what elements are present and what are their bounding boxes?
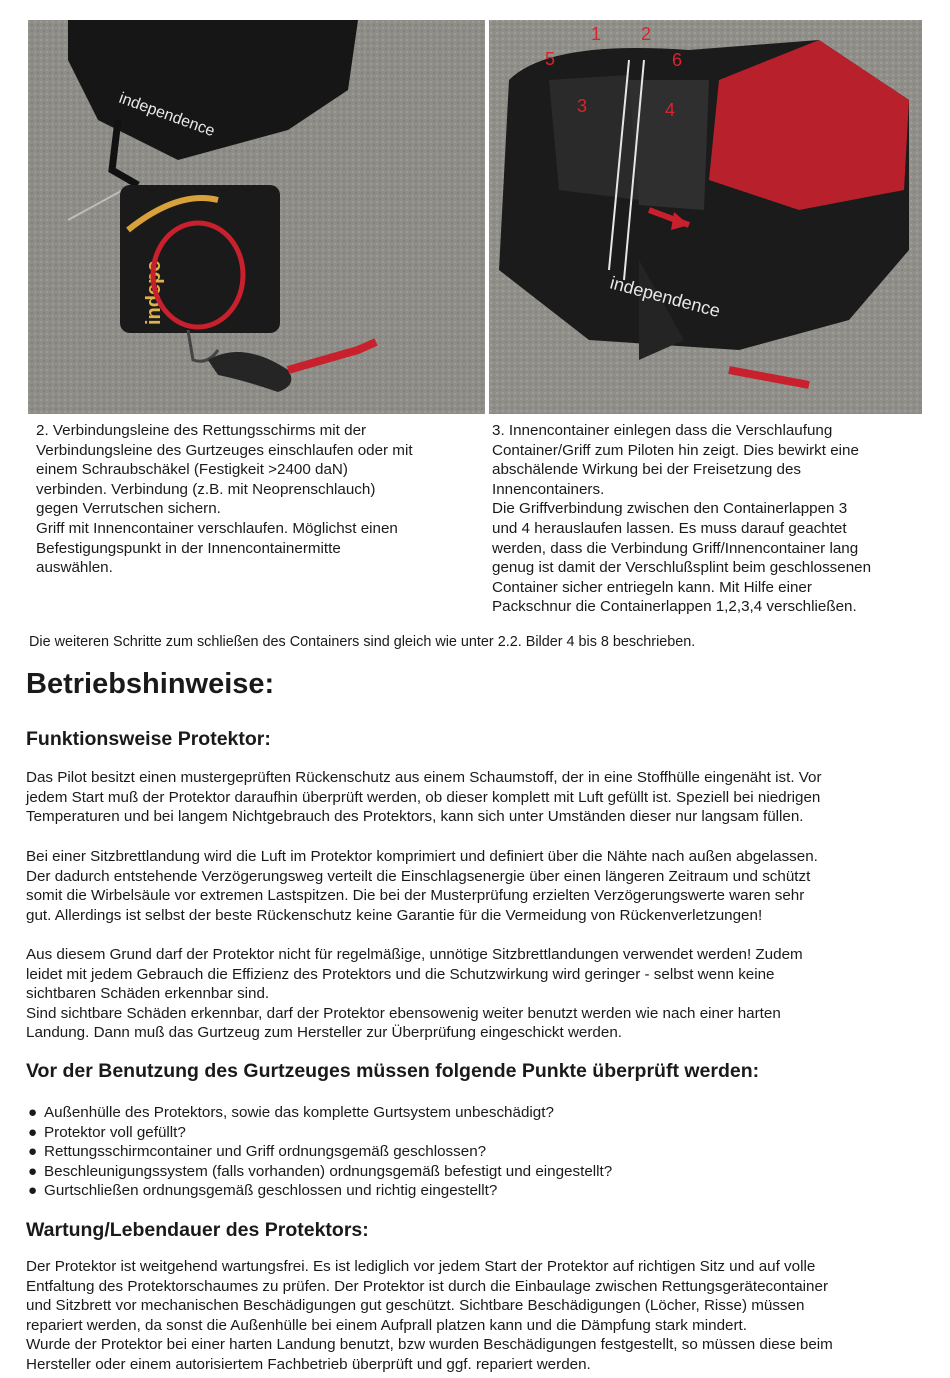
caption-line: Packschnur die Containerlappen 1,2,3,4 verschließen. bbox=[492, 598, 857, 616]
marker-3: 3 bbox=[577, 96, 588, 116]
text-line: Hersteller oder einem autorisiertem Fachbetrieb überprüft und ggf. repariert werden. bbox=[26, 1355, 591, 1373]
marker-1: 1 bbox=[591, 24, 602, 44]
paragraph-landing-effect bbox=[26, 847, 924, 925]
text-line: Der dadurch entstehende Verzögerungsweg verteilt die Einschlagsenergie über einen längeren Zeitraum und schützt bbox=[26, 867, 811, 885]
caption-line: 2. Verbindungsleine des Rettungsschirms mit der bbox=[36, 422, 367, 439]
text-line: Entfaltung des Protektorschaumes zu prüfen. Der Protektor ist durch die Einbaulage zwischen Rettungsgerätecontainer bbox=[26, 1277, 829, 1295]
caption-line: und 4 herauslaufen lassen. Es muss darauf geachtet bbox=[492, 519, 847, 537]
text-line: somit die Wirbelsäule vor extremen Lastspitzen. Die bei der Musterprüfung erzielten Verzögerungswerte waren sehr bbox=[26, 887, 805, 905]
text-line: Landung. Dann muß das Gurtzeug zum Hersteller zur Überprüfung eingeschickt werden. bbox=[26, 1024, 622, 1042]
bullet-icon: ● bbox=[28, 1162, 38, 1180]
marker-4: 4 bbox=[665, 100, 676, 120]
text-line: jedem Start muß der Protektor daraufhin überprüft werden, ob dieser komplett mit Luft gefüllt ist. Speziell bei niedrigen bbox=[26, 788, 821, 806]
caption-step-3 bbox=[492, 421, 932, 617]
caption-step-2 bbox=[36, 421, 466, 578]
bullet-icon: ● bbox=[28, 1123, 38, 1141]
marker-5: 5 bbox=[545, 49, 556, 69]
bullet-icon: ● bbox=[28, 1104, 38, 1121]
caption-line: abschälende Wirkung bei der Freisetzung des bbox=[492, 461, 801, 479]
caption-line: auswählen. bbox=[36, 559, 113, 577]
section-heading-funktion: Funktionsweise Protektor: bbox=[26, 728, 271, 750]
section-heading-maintenance: Wartung/Lebendauer des Protektors: bbox=[26, 1219, 369, 1241]
caption-line: Container/Griff zum Piloten hin zeigt. Dies bewirkt eine bbox=[492, 441, 859, 459]
caption-line: 3. Innencontainer einlegen dass die Verschlaufung bbox=[492, 422, 833, 439]
text-line: und Sitzbrett vor mechanischen Beschädigungen gut geschützt. Sichtbare Beschädigungen (Löcher, Risse) müssen bbox=[26, 1297, 805, 1315]
marker-2: 2 bbox=[641, 24, 652, 44]
text-line: Temperaturen und bei langem Nichtgebrauch des Protektors, kann sich unter Umständen dieser nur langsam füllen. bbox=[26, 808, 804, 826]
container-brand-text: indepe bbox=[143, 260, 165, 325]
list-item bbox=[28, 1123, 612, 1143]
list-item bbox=[28, 1103, 612, 1123]
text-line: Aus diesem Grund darf der Protektor nicht für regelmäßige, unnötige Sitzbrettlandungen verwendet werden! Zudem bbox=[26, 946, 803, 963]
page-title: Betriebshinweise: bbox=[26, 668, 275, 700]
list-item bbox=[28, 1142, 612, 1162]
list-item-text: Protektor voll gefüllt? bbox=[44, 1123, 186, 1141]
text-line: Wurde der Protektor bei einer harten Landung benutzt, bzw wurden Beschädigungen festgestellt, so müssen diese beim bbox=[26, 1336, 833, 1354]
list-item-text: Gurtschließen ordnungsgemäß geschlossen und richtig eingestellt? bbox=[44, 1182, 498, 1200]
text-line: sichtbaren Schäden erkennbar sind. bbox=[26, 985, 270, 1003]
text-line: leidet mit jedem Gebrauch die Effizienz des Protektors und die Schutzwirkung wird geringer - selbst wenn keine bbox=[26, 965, 775, 983]
caption-line: verbinden. Verbindung (z.B. mit Neoprenschlauch) bbox=[36, 480, 376, 498]
bullet-icon: ● bbox=[28, 1143, 38, 1161]
paragraph-maintenance bbox=[26, 1257, 924, 1375]
photo-inner-container-placement bbox=[489, 20, 922, 414]
text-line: gut. Allerdings ist selbst der beste Rückenschutz keine Garantie für die Vermeidung von Rückenverletzungen! bbox=[26, 906, 763, 924]
caption-line: Innencontainers. bbox=[492, 480, 605, 498]
list-item bbox=[28, 1162, 612, 1182]
caption-line: Container sicher entriegeln kann. Mit Hilfe einer bbox=[492, 578, 812, 596]
text-line: Der Protektor ist weitgehend wartungsfrei. Es ist lediglich vor jedem Start der Protektor auf richtigen Sitz und auf volle bbox=[26, 1258, 816, 1275]
bullet-icon: ● bbox=[28, 1182, 38, 1200]
list-item-text: Rettungsschirmcontainer und Griff ordnungsgemäß geschlossen? bbox=[44, 1143, 487, 1161]
harness-brand-text: independence bbox=[607, 272, 723, 322]
harness-brand-text: independence bbox=[116, 89, 217, 141]
caption-line: gegen Verrutschen sichern. bbox=[36, 500, 221, 518]
caption-line: Befestigungspunkt in der Innencontainermitte bbox=[36, 539, 341, 557]
caption-line: genug ist damit der Verschlußsplint beim geschlossenen bbox=[492, 559, 872, 577]
text-line: Sind sichtbare Schäden erkennbar, darf der Protektor ebensowenig weiter benutzt werden wie nach einer harten bbox=[26, 1004, 781, 1022]
section-heading-pre-use-check: Vor der Benutzung des Gurtzeuges müssen folgende Punkte überprüft werden: bbox=[26, 1060, 760, 1082]
caption-line: Griff mit Innencontainer verschlaufen. Möglichst einen bbox=[36, 519, 398, 537]
paragraph-protector-check bbox=[26, 768, 924, 827]
text-line: Das Pilot besitzt einen mustergeprüften Rückenschutz aus einem Schaumstoff, der in eine Stoffhülle eingenäht ist. Vor bbox=[26, 769, 822, 786]
caption-line: Verbindungsleine des Gurtzeuges einschlaufen oder mit bbox=[36, 441, 413, 459]
paragraph-usage-warning bbox=[26, 945, 924, 1043]
text-line: Bei einer Sitzbrettlandung wird die Luft im Protektor komprimiert und definiert über die Nähte nach außen abgelassen. bbox=[26, 848, 818, 865]
photo-rescue-container-connection bbox=[28, 20, 485, 414]
marker-6: 6 bbox=[672, 50, 683, 70]
list-item bbox=[28, 1181, 612, 1201]
caption-line: werden, dass die Verbindung Griff/Innencontainer lang bbox=[492, 539, 859, 557]
text-line: repariert werden, da sonst die Außenhülle bei einem Aufprall platzen kann und die Dämpfung stark mindert. bbox=[26, 1316, 747, 1334]
list-item-text: Beschleunigungssystem (falls vorhanden) ordnungsgemäß befestigt und eingestellt? bbox=[44, 1162, 613, 1180]
list-item-text: Außenhülle des Protektors, sowie das komplette Gurtsystem unbeschädigt? bbox=[44, 1104, 554, 1121]
caption-line: Die Griffverbindung zwischen den Containerlappen 3 bbox=[492, 500, 848, 518]
pre-use-checklist bbox=[28, 1103, 612, 1201]
caption-line: einem Schraubschäkel (Festigkeit >2400 daN) bbox=[36, 461, 348, 479]
further-steps-note: Die weiteren Schritte zum schließen des Containers sind gleich wie unter 2.2. Bilder 4 bis 8 beschrieben. bbox=[29, 634, 696, 650]
